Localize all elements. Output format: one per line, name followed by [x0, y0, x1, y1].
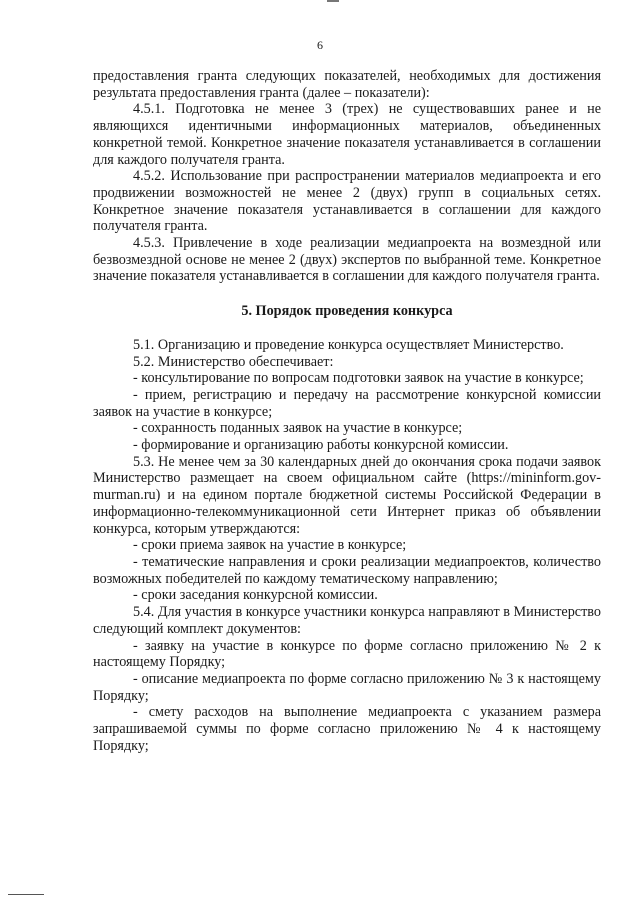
paragraph: 5.1. Организацию и проведение конкурса осуществляет Министерство.	[133, 336, 564, 353]
paragraph: 5.2. Министерство обеспечивает:	[133, 353, 334, 370]
list-item: - смету расходов на выполнение медиапроекта с указанием размера запрашиваемой суммы по форме согласно приложению № 4 к настоящему Порядку;	[93, 704, 601, 754]
list-item: - тематические направления и сроки реализации медиапроектов, количество возможных победителей по каждому тематическому направлению;	[93, 553, 601, 587]
list-item: - сроки заседания конкурсной комиссии.	[133, 587, 378, 604]
paragraph: 5.3. Не менее чем за 30 календарных дней до окончания срока подачи заявок Министерство размещает на своем официальном сайте (https://mininform.gov-murman.ru) и на едином портале бюджетной системы Российской Федерации в информационно-телекоммуникационной сети Интернет приказ об объявлении конкурса, которым утверждаются:	[93, 453, 601, 537]
list-item: - описание медиапроекта по форме согласно приложению № 3 к настоящему Порядку;	[93, 670, 601, 704]
page-number: 6	[317, 38, 323, 52]
paragraph: 5.4. Для участия в конкурсе участники конкурса направляют в Министерство следующий комплект документов:	[93, 604, 601, 637]
list-item: - заявку на участие в конкурсе по форме согласно приложению № 2 к настоящему Порядку;	[93, 637, 601, 671]
paragraph: 4.5.1. Подготовка не менее 3 (трех) не существовавших ранее и не являющихся идентичными информационных материалов, объединенных конкретной темой. Конкретное значение показателя устанавливается в соглашении для каждого получателя гранта.	[93, 101, 601, 168]
paragraph: 4.5.3. Привлечение в ходе реализации медиапроекта на возмездной или безвозмездной основе не менее 2 (двух) экспертов по выбранной теме. Конкретное значение показателя устанавливается в соглашении для каждого получателя гранта.	[93, 235, 601, 285]
paragraph: 4.5.2. Использование при распространении материалов медиапроекта и его продвижении возможностей не менее 2 (двух) групп в социальных сетях. Конкретное значение показателя устанавливается в соглашении для каждого получателя гранта.	[93, 168, 601, 235]
document-body	[93, 68, 601, 754]
list-item: - сохранность поданных заявок на участие в конкурсе;	[133, 420, 463, 437]
list-item: - прием, регистрацию и передачу на рассмотрение конкурсной комиссии заявок на участие в конкурсе;	[93, 386, 601, 420]
scan-mark	[8, 894, 44, 895]
list-item: - сроки приема заявок на участие в конкурсе;	[133, 537, 407, 554]
section-title: 5. Порядок проведения конкурса	[241, 303, 453, 320]
paragraph: предоставления гранта следующих показателей, необходимых для достижения результата предоставления гранта (далее – показатели):	[93, 68, 601, 101]
scan-mark	[327, 0, 339, 2]
list-item: - консультирование по вопросам подготовки заявок на участие в конкурсе;	[133, 370, 584, 387]
list-item: - формирование и организацию работы конкурсной комиссии.	[133, 437, 509, 454]
